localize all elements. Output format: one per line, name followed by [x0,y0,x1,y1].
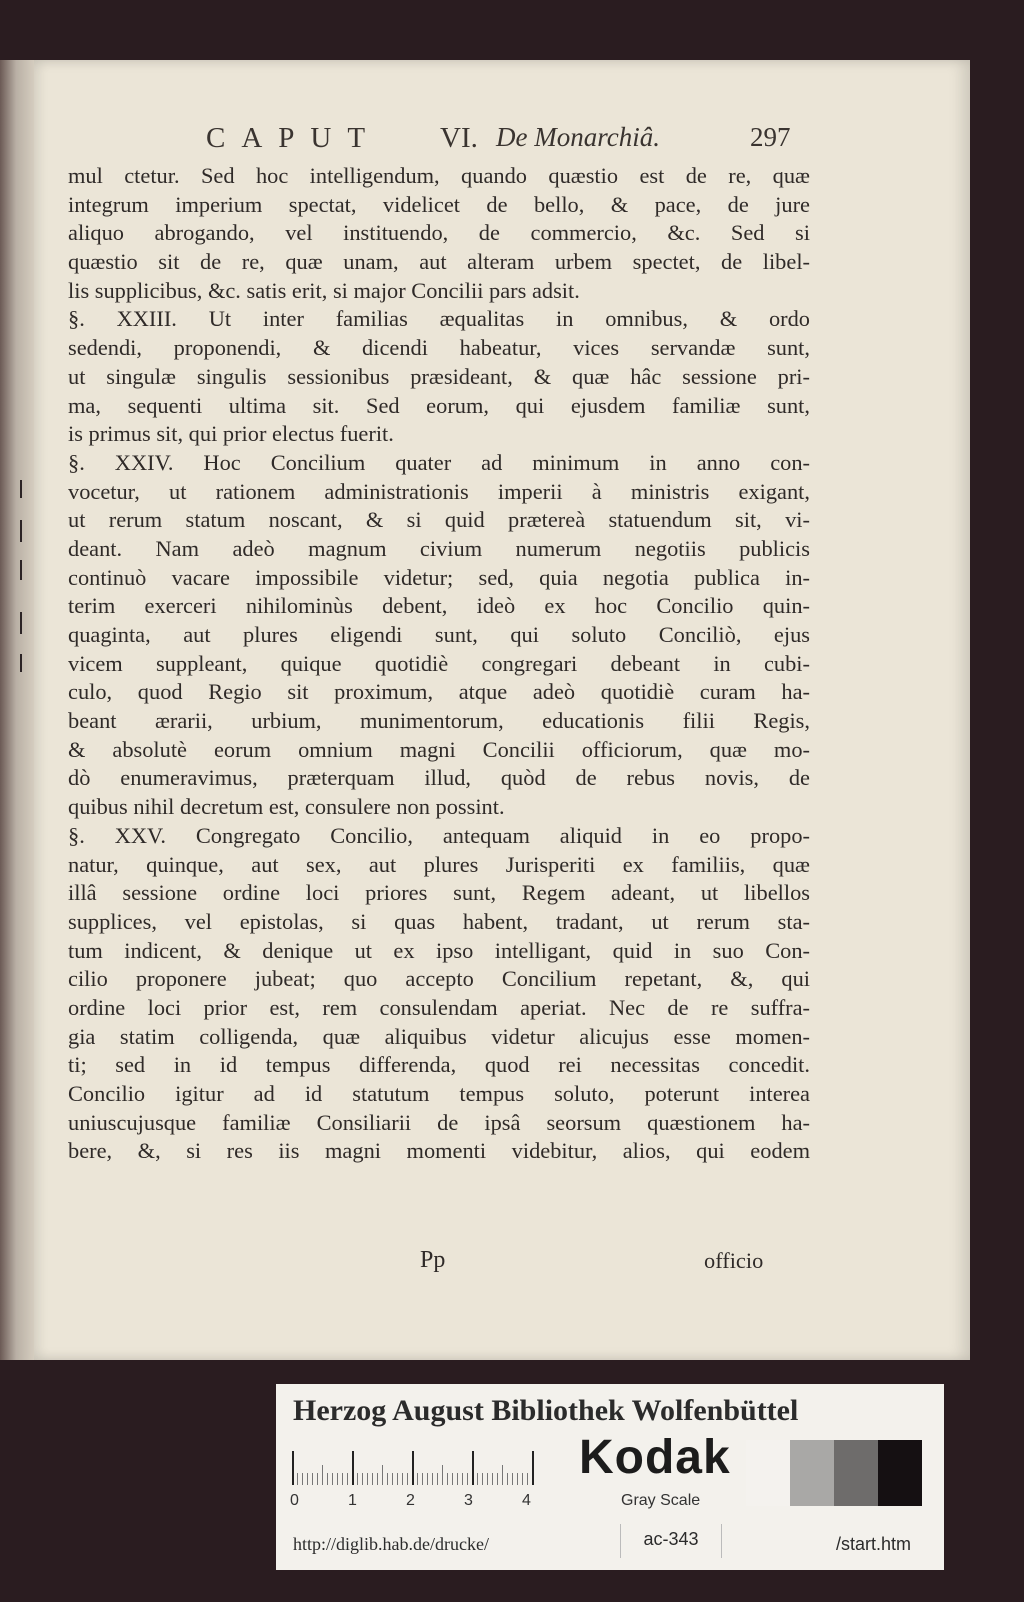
text-line: beant ærarii, urbium, munimentorum, educationis filii Regis, [68,708,810,734]
gray-scale-label: Gray Scale [621,1492,701,1509]
text-line: cilio proponere jubeat; quo accepto Concilium repetant, &, qui [68,966,810,992]
ruler-tick [357,1473,358,1485]
text-line: mul ctetur. Sed hoc intelligendum, quando quæstio est de re, quæ [68,163,810,188]
text-line: & absolutè eorum omnium magni Concilii officiorum, quæ mo- [68,736,810,762]
ruler-tick [352,1451,354,1485]
ruler-tick [462,1473,463,1485]
text-line: illâ sessione ordine loci priores sunt, Regem adeant, ut libellos [68,880,810,906]
text-line: supplices, vel epistolas, si quas habent, tradant, ut rerum sta- [68,908,810,934]
ruler-tick [527,1473,528,1485]
ruler-tick [487,1473,488,1485]
ruler-tick [347,1473,348,1485]
ruler-tick [447,1473,448,1485]
measurement-ruler [292,1449,532,1485]
ruler-tick [362,1473,363,1485]
text-line: §. XXIII. Ut inter familias æqualitas in omnibus, & ordo [68,306,810,332]
text-line: integrum imperium spectat, videlicet de bello, & pace, de jure [68,191,810,217]
ruler-tick [427,1473,428,1485]
text-line: culo, quod Regio sit proximum, atque adeò quotidiè curam ha- [68,679,810,705]
ruler-tick [382,1465,383,1485]
ruler-number: 3 [464,1492,473,1509]
text-line: terim exerceri nihilominùs debent, ideò ex hoc Concilio quin- [68,593,810,619]
text-line: uniuscujusque familiæ Consiliarii de ipsâ seorsum quæstionem ha- [68,1109,810,1135]
text-line: vicem suppleant, quique quotidiè congregari debeant in cubi- [68,650,810,676]
body-text [68,162,810,1166]
text-line: continuò vacare impossibile videtur; sed, quia negotia publica in- [68,564,810,590]
text-line: ti; sed in id tempus differenda, quod rei necessitas concedit. [68,1052,810,1078]
ruler-tick [497,1473,498,1485]
ruler-number: 1 [348,1492,357,1509]
ruler-tick [532,1451,534,1485]
ruler-tick [492,1473,493,1485]
page-number: 297 [750,122,791,152]
gray-swatch [834,1440,878,1506]
text-line: Concilio igitur ad id statutum tempus soluto, poterunt interea [68,1081,810,1106]
ruler-tick [457,1473,458,1485]
ruler-numbers [286,1492,546,1514]
gray-swatch [746,1440,790,1506]
ruler-tick [467,1473,468,1485]
ruler-tick [472,1451,474,1485]
header-subject: De Monarchiâ. [496,122,660,152]
catchword: officio [704,1248,764,1273]
ruler-tick [507,1473,508,1485]
ruler-tick [432,1473,433,1485]
ruler-tick [327,1473,328,1485]
text-line: aliquo abrogando, vel instituendo, de commercio, &c. Sed si [68,220,810,246]
header-caput: CAPUT [206,122,382,154]
library-url: http://diglib.hab.de/drucke/ [293,1534,489,1554]
ruler-tick [442,1465,443,1485]
ruler-tick [407,1473,408,1485]
text-line: quibus nihil decretum est, consulere non possint. [68,794,505,820]
start-path: /start.htm [836,1534,912,1554]
text-line: quaginta, aut plures eligendi sunt, qui soluto Conciliò, ejus [68,622,810,647]
text-line: §. XXV. Congregato Concilio, antequam aliquid in eo propo- [68,822,810,848]
gray-swatch [878,1440,922,1506]
library-name: Herzog August Bibliothek Wolfenbüttel [293,1394,799,1427]
text-line: ordine loci prior est, rem consulendam aperiat. Nec de re suffra- [68,994,810,1020]
ruler-tick [412,1451,414,1485]
text-line: ut singulæ singulis sessionibus præsideant, & quæ hâc sessione pri- [68,363,810,389]
ruler-tick [392,1473,393,1485]
ruler-tick [452,1473,453,1485]
ruler-tick [482,1473,483,1485]
gray-swatch [790,1440,834,1506]
text-line: lis supplicibus, &c. satis erit, si major Concilii pars adsit. [68,277,580,303]
book-page [34,60,970,1360]
book-left-edge [0,60,36,1360]
ruler-tick [377,1473,378,1485]
signature-mark: Pp [420,1247,446,1273]
text-line: §. XXIV. Hoc Concilium quater ad minimum in anno con- [68,449,810,475]
ruler-tick [397,1473,398,1485]
ruler-tick [342,1473,343,1485]
ruler-tick [422,1473,423,1485]
ruler-tick [317,1473,318,1485]
text-line: tum indicent, & denique ut ex ipso intelligant, quid in suo Con- [68,937,810,963]
text-line: dò enumeravimus, præterquam illud, quòd de rebus novis, de [68,765,810,791]
header-chapter: VI. [440,122,478,154]
ruler-tick [292,1451,294,1485]
ruler-number: 4 [522,1492,531,1509]
ruler-tick [502,1465,503,1485]
ruler-tick [367,1473,368,1485]
ruler-tick [322,1465,323,1485]
text-line: sedendi, proponendi, & dicendi habeatur, vices servandæ sunt, [68,335,810,361]
ruler-tick [417,1473,418,1485]
gray-scale-swatches [746,1440,922,1506]
text-line: deant. Nam adeò magnum civium numerum negotiis publicis [68,535,810,561]
ruler-tick [477,1473,478,1485]
ruler-number: 2 [406,1492,415,1509]
ruler-tick [512,1473,513,1485]
shelfmark: ac-343 [620,1524,722,1558]
text-line: natur, quinque, aut sex, aut plures Jurisperiti ex familiis, quæ [68,851,810,877]
ruler-tick [437,1473,438,1485]
ruler-number: 0 [290,1492,299,1509]
ruler-tick [307,1473,308,1485]
text-line: is primus sit, qui prior electus fuerit. [68,421,394,447]
ruler-tick [332,1473,333,1485]
ruler-tick [372,1473,373,1485]
ruler-tick [522,1473,523,1485]
ruler-tick [302,1473,303,1485]
text-line: gia statim colligenda, quæ aliquibus videtur alicujus esse momen- [68,1023,810,1049]
calibration-card [276,1384,944,1570]
ruler-tick [297,1473,298,1485]
text-line: ma, sequenti ultima sit. Sed eorum, qui ejusdem familiæ sunt, [68,392,810,418]
ruler-tick [387,1473,388,1485]
ruler-tick [312,1473,313,1485]
kodak-logo: Kodak [579,1431,731,1484]
ruler-tick [402,1473,403,1485]
text-line: quæstio sit de re, quæ unam, aut alteram urbem spectet, de libel- [68,249,810,275]
text-line: bere, &, si res iis magni momenti videbitur, alios, qui eodem [68,1138,810,1164]
text-line: ut rerum statum noscant, & si quid prætereà statuendum sit, vi- [68,507,810,533]
ruler-tick [337,1473,338,1485]
ruler-tick [517,1473,518,1485]
text-line: vocetur, ut rationem administrationis imperii à ministris exigant, [68,478,810,504]
running-header [206,122,826,156]
